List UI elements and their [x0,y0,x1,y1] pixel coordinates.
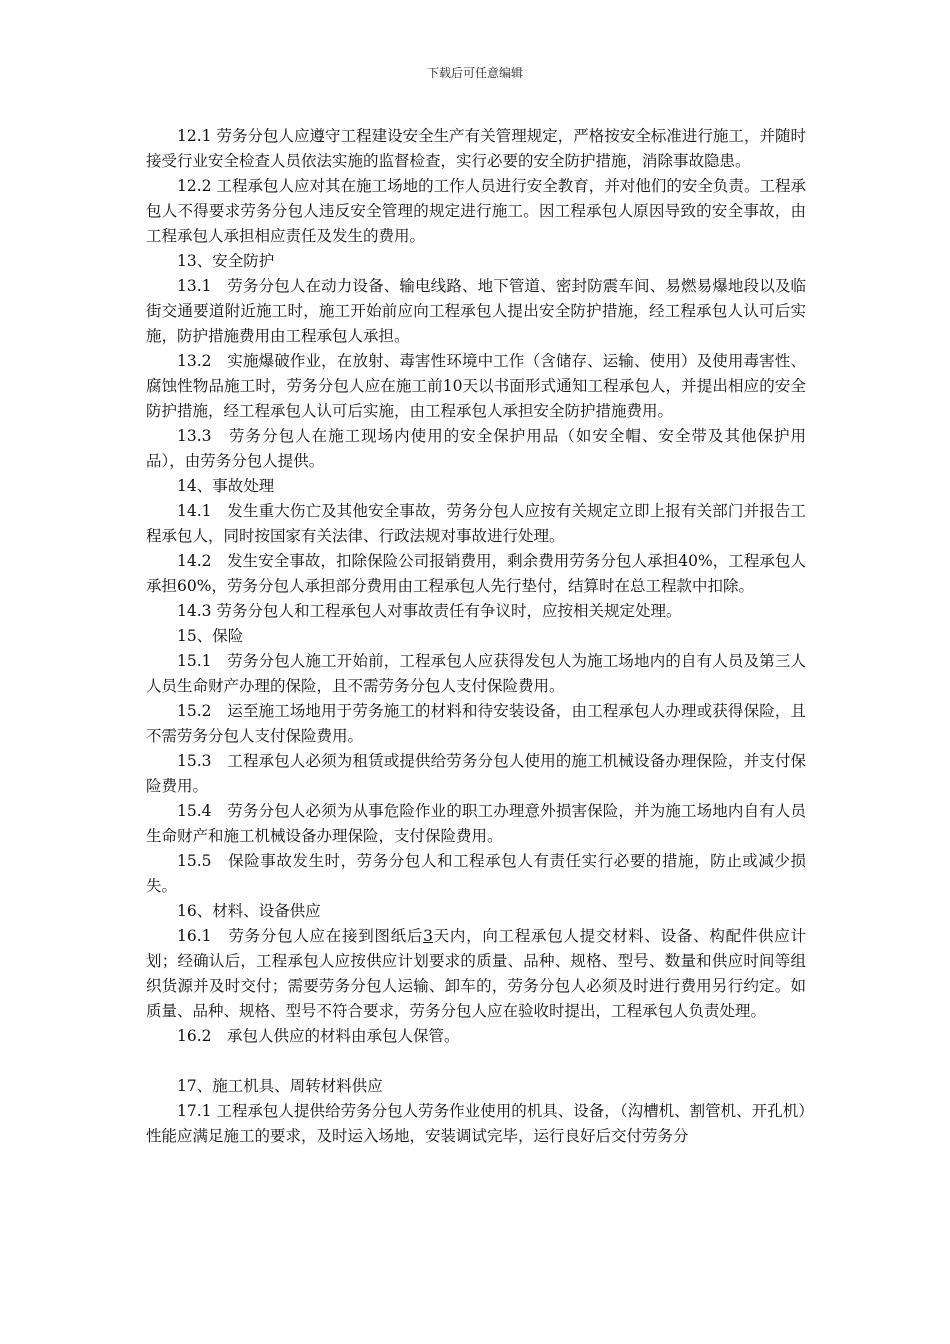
page-header-note: 下载后可任意编辑 [426,66,523,80]
section-16-heading: 16、材料、设备供应 [177,902,321,920]
clause-12-1: 12.1 劳务分包人应遵守工程建设安全生产有关管理规定，严格按安全标准进行施工，并随时接受行业安全检查人员依法实施的监督检查，实行必要的安全防护措施，消除事故隐患。 [146,127,806,170]
clause-17-1: 17.1 工程承包人提供给劳务分包人劳务作业使用的机具、设备，（沟槽机、割管机、开孔机）性能应满足施工的要求，及时运入场地，安装调试完毕，运行良好后交付劳务分 [146,1102,806,1145]
clause-15-2: 15.2 运至施工场地用于劳务施工的材料和待安装设备，由工程承包人办理或获得保险，且不需劳务分包人支付保险费用。 [146,702,806,745]
clause-14-1: 14.1 发生重大伤亡及其他安全事故，劳务分包人应按有关规定立即上报有关部门并报告工程承包人，同时按国家有关法律、行政法规对事故进行处理。 [146,502,806,545]
clause-16-2: 16.2 承包人供应的材料由承包人保管。 [177,1027,460,1045]
clause-13-2: 13.2 实施爆破作业，在放射、毒害性环境中工作（含储存、运输、使用）及使用毒害性、腐蚀性物品施工时，劳务分包人应在施工前10天以书面形式通知工程承包人，并提出相应的安全防护措施，经工程承包人认可后实施，由工程承包人承担安全防护措施费用。 [146,352,806,420]
clause-15-1: 15.1 劳务分包人施工开始前，工程承包人应获得发包人为施工场地内的自有人员及第三人人员生命财产办理的保险，且不需劳务分包人支付保险费用。 [146,652,806,695]
clause-14-2: 14.2 发生安全事故，扣除保险公司报销费用，剩余费用劳务分包人承担40%，工程承包人承担60%，劳务分包人承担部分费用由工程承包人先行垫付，结算时在总工程款中扣除。 [146,552,806,595]
document-body [146,124,806,1149]
clause-15-3: 15.3 工程承包人必须为租赁或提供给劳务分包人使用的施工机械设备办理保险，并支付保险费用。 [146,752,806,795]
clause-15-4: 15.4 劳务分包人必须为从事危险作业的职工办理意外损害保险，并为施工场地内自有人员生命财产和施工机械设备办理保险，支付保险费用。 [146,802,806,845]
section-15-heading: 15、保险 [177,627,244,645]
clause-16-1-lead: 16.1 劳务分包人应在接到图纸后 [177,927,424,945]
clause-16-1-days: 3 [423,927,433,945]
blank-line [146,1049,806,1074]
section-13-heading: 13、安全防护 [177,252,275,270]
section-14-heading: 14、事故处理 [177,477,275,495]
clause-16-1-rest: 天内，向工程承包人提交材料、设备、构配件供应计划；经确认后，工程承包人应按供应计划要求的质量、品种、规格、型号、数量和供应时间等组织货源并及时交付；需要劳务分包人运输、卸车的，劳务分包人必须及时进行费用另行约定。如质量、品种、规格、型号不符合要求，劳务分包人应在验收时提出，工程承包人负责处理。 [146,927,806,1020]
clause-13-1: 13.1 劳务分包人在动力设备、输电线路、地下管道、密封防震车间、易燃易爆地段以及临街交通要道附近施工时，施工开始前应向工程承包人提出安全防护措施，经工程承包人认可后实施，防护措施费用由工程承包人承担。 [146,277,806,345]
section-17-heading: 17、施工机具、周转材料供应 [177,1077,383,1095]
clause-12-2: 12.2 工程承包人应对其在施工场地的工作人员进行安全教育，并对他们的安全负责。工程承包人不得要求劳务分包人违反安全管理的规定进行施工。因工程承包人原因导致的安全事故，由工程承包人承担相应责任及发生的费用。 [146,177,806,245]
clause-13-3: 13.3 劳务分包人在施工现场内使用的安全保护用品（如安全帽、安全带及其他保护用品），由劳务分包人提供。 [146,427,806,470]
clause-16-1 [146,924,806,1024]
clause-15-5: 15.5 保险事故发生时，劳务分包人和工程承包人有责任实行必要的措施，防止或减少损失。 [146,852,806,895]
clause-14-3: 14.3 劳务分包人和工程承包人对事故责任有争议时，应按相关规定处理。 [177,602,682,620]
